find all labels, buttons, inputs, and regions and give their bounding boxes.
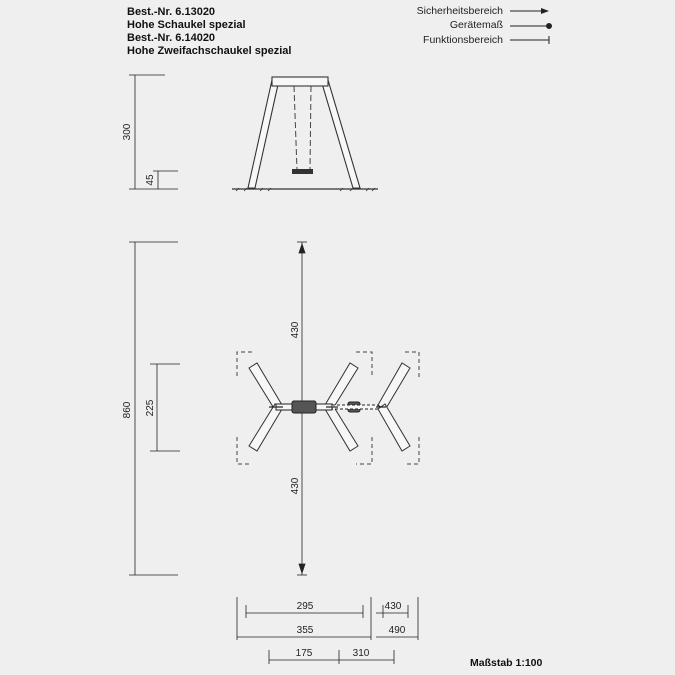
swing-chains <box>294 86 311 170</box>
dim-width-355: 355 <box>296 625 314 636</box>
dim-width-490: 490 <box>388 625 406 636</box>
ground-line <box>232 188 378 191</box>
order-number-single: Best.-Nr. 6.13020 <box>127 6 216 18</box>
swing-seat <box>292 169 313 174</box>
legend-function-area-label: Funktionsbereich <box>423 34 503 46</box>
product-name-double: Hohe Zweifachschaukel spezial <box>127 45 292 57</box>
dim-width-310: 310 <box>352 648 370 659</box>
dim-width-430: 430 <box>384 601 402 612</box>
order-number-double: Best.-Nr. 6.14020 <box>127 32 216 44</box>
legend-device-dimension-label: Gerätemaß <box>449 19 503 31</box>
elevation-view <box>122 75 378 191</box>
device-dimension-dot-icon <box>510 24 552 29</box>
dim-elevation-height: 300 <box>122 123 133 141</box>
legend-symbols <box>510 11 552 44</box>
scale-label: Maßstab 1:100 <box>470 657 543 669</box>
product-name-single: Hohe Schaukel spezial <box>127 19 246 31</box>
dim-width-295: 295 <box>296 601 314 612</box>
dim-width-175: 175 <box>295 648 313 659</box>
legend-safety-area-label: Sicherheitsbereich <box>416 5 503 17</box>
dim-plan-total: 860 <box>122 401 133 419</box>
plan-view <box>122 242 419 575</box>
function-area-bar-icon <box>510 36 549 44</box>
dim-plan-upper: 430 <box>290 321 301 339</box>
dim-seat-height: 45 <box>145 174 156 186</box>
dim-plan-inner: 225 <box>145 399 156 417</box>
dim-plan-lower: 430 <box>290 477 301 495</box>
